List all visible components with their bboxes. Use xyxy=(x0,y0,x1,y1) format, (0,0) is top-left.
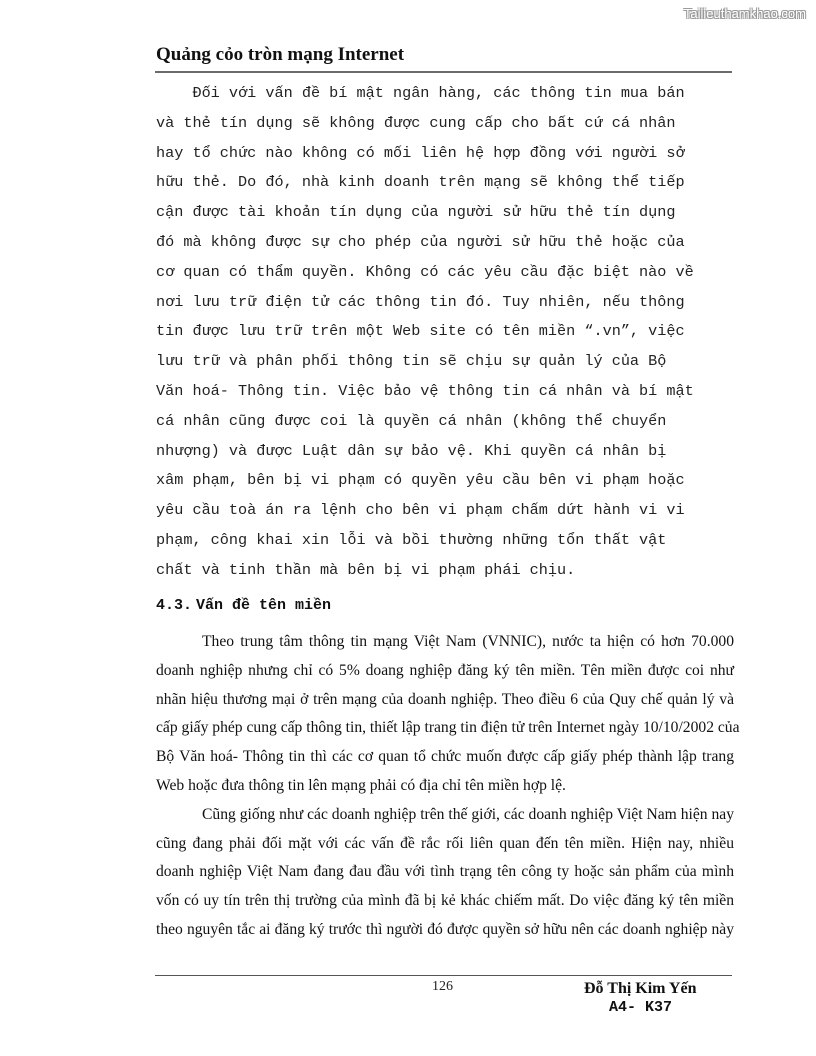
paragraph-line: hữu thẻ. Do đó, nhà kinh doanh trên mạng sẽ không thể tiếp xyxy=(156,173,685,192)
paragraph-line: theo nguyên tắc ai đăng ký trước thì người đó được quyền sở hữu nên các doanh nghiệp này xyxy=(156,920,734,938)
paragraph-line: hay tổ chức nào không có mối liên hệ hợp đồng với người sở xyxy=(156,143,685,162)
footer-divider xyxy=(155,975,732,976)
paragraph-line: Văn hoá- Thông tin. Việc bảo vệ thông tin cá nhân và bí mật xyxy=(156,381,694,400)
page-number: 126 xyxy=(432,979,453,994)
paragraph-line: nhượng) và được Luật dân sự bảo vệ. Khi quyền cá nhân bị xyxy=(156,441,667,460)
domain-name-section-body xyxy=(156,628,740,945)
banking-secrecy-paragraph xyxy=(156,79,732,586)
page-header-title: Quảng cỏo tròn mạng Internet xyxy=(156,44,405,65)
paragraph-line: phạm, công khai xin lỗi và bồi thường những tổn thất vật xyxy=(156,530,667,549)
paragraph-line: Web hoặc đưa thông tin lên mạng phải có địa chỉ tên miền hợp lệ. xyxy=(156,776,566,794)
paragraph-line: nơi lưu trữ điện tử các thông tin đó. Tuy nhiên, nếu thông xyxy=(156,292,685,311)
paragraph-line: tin được lưu trữ trên một Web site có tên miền “.vn”, việc xyxy=(156,322,685,341)
paragraph-line: lưu trữ và phân phối thông tin sẽ chịu sự quản lý của Bộ xyxy=(156,352,667,371)
paragraph-line: cấp giấy phép cung cấp thông tin, thiết lập trang tin điện tử trên Internet ngày 10/10/2002 của xyxy=(156,719,740,737)
section-heading xyxy=(156,597,331,614)
author-name: Đỗ Thị Kim Yến xyxy=(584,980,697,997)
paragraph-line: Đối với vấn đề bí mật ngân hàng, các thông tin mua bán xyxy=(156,84,685,102)
paragraph-line: Bộ Văn hoá- Thông tin thì các cơ quan tổ chức muốn được cấp giấy phép thành lập trang xyxy=(156,748,734,766)
paragraph-line: yêu cầu toà án ra lệnh cho bên vi phạm chấm dứt hành vi vi xyxy=(156,501,685,520)
paragraph-line: Theo trung tâm thông tin mạng Việt Nam (VNNIC), nước ta hiện có hơn 70.000 xyxy=(202,633,734,650)
paragraph-line: chất và tinh thần mà bên bị vi phạm phái chịu. xyxy=(156,560,576,579)
watermark: Tailieuthamkhao.com xyxy=(683,6,806,21)
paragraph-line: doanh nghiệp nhưng chỉ có 5% doang nghiệp đăng ký tên miền. Tên miền được coi như xyxy=(156,661,734,679)
paragraph-line: và thẻ tín dụng sẽ không được cung cấp cho bất cứ cá nhân xyxy=(156,113,676,132)
paragraph-line: đó mà không được sự cho phép của người sử hữu thẻ hoặc của xyxy=(156,232,685,251)
section-title: Vấn đề tên miền xyxy=(196,597,332,614)
paragraph-line: doanh nghiệp Việt Nam đang đau đầu với tình trạng tên công ty hoặc sản phẩm của mình xyxy=(156,863,734,881)
paragraph-line: cơ quan có thẩm quyền. Không có các yêu cầu đặc biệt nào về xyxy=(156,262,694,281)
paragraph-line: xâm phạm, bên bị vi phạm có quyền yêu cầu bên vi phạm hoặc xyxy=(156,471,685,490)
paragraph-line: cá nhân cũng được coi là quyền cá nhân (không thể chuyển xyxy=(156,411,667,430)
author-class: A4- K37 xyxy=(609,999,673,1016)
header-divider xyxy=(155,71,732,73)
paragraph-line: vốn có uy tín trên thị trường của mình đã bị kẻ khác chiếm mất. Do việc đăng ký tên miền xyxy=(156,892,734,910)
paragraph-line: nhãn hiệu thương mại ở trên mạng của doanh nghiệp. Theo điều 6 của Quy chế quản lý và xyxy=(156,690,734,708)
paragraph-line: cũng đang phải đối mặt với các vấn đề rắc rối liên quan đến tên miền. Hiện nay, nhiều xyxy=(156,834,734,852)
paragraph-line: cận được tài khoản tín dụng của người sử hữu thẻ tín dụng xyxy=(156,203,676,222)
paragraph-line: Cũng giống như các doanh nghiệp trên thế giới, các doanh nghiệp Việt Nam hiện nay xyxy=(202,805,734,823)
section-number: 4.3. xyxy=(156,597,193,614)
